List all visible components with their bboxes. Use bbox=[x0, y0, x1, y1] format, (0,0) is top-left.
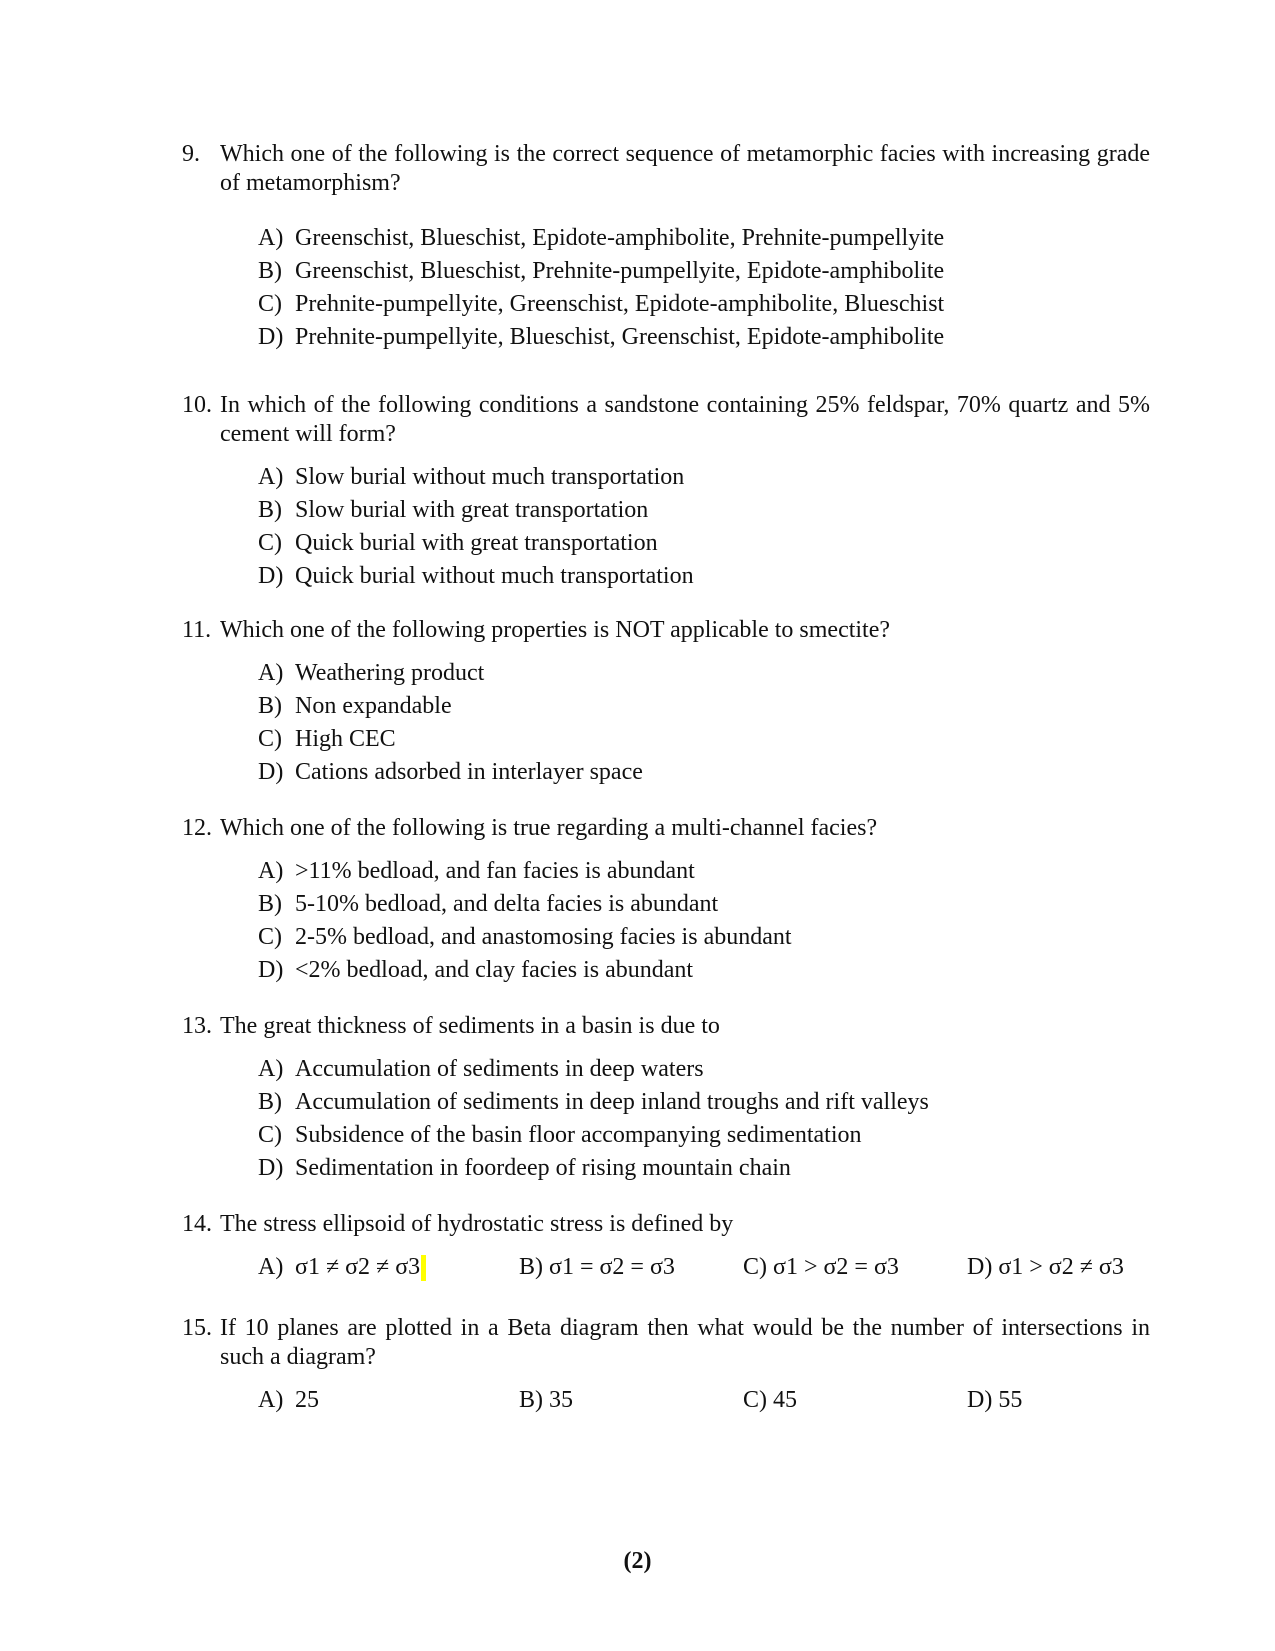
option-d: D) Quick burial without much transportation bbox=[258, 563, 694, 589]
question-text: Which one of the following is the correct sequence of metamorphic facies with increasing grade of metamorphism? bbox=[220, 141, 1150, 196]
question-number: 11. bbox=[182, 617, 212, 643]
option-d: D) Prehnite-pumpellyite, Blueschist, Greenschist, Epidote-amphibolite bbox=[258, 324, 945, 350]
question-10 bbox=[182, 391, 1150, 593]
question-number: 9. bbox=[182, 141, 200, 167]
question-11 bbox=[182, 616, 1150, 789]
option-a: A) Weathering product bbox=[258, 660, 485, 686]
question-14 bbox=[182, 1210, 1150, 1284]
options-row bbox=[182, 1384, 1150, 1417]
option-b: B) Slow burial with great transportation bbox=[258, 497, 649, 523]
options-list bbox=[182, 461, 1150, 593]
question-13 bbox=[182, 1012, 1150, 1185]
question-number: 15. bbox=[182, 1315, 212, 1341]
option-a: A) σ1 ≠ σ2 ≠ σ3 bbox=[258, 1251, 426, 1284]
option-a: A) Accumulation of sediments in deep waters bbox=[258, 1056, 704, 1082]
question-stem bbox=[182, 814, 1150, 843]
question-text: The great thickness of sediments in a basin is due to bbox=[220, 1013, 720, 1039]
option-c: C) Prehnite-pumpellyite, Greenschist, Epidote-amphibolite, Blueschist bbox=[258, 291, 945, 317]
question-number: 12. bbox=[182, 815, 212, 841]
option-b: B) 5-10% bedload, and delta facies is abundant bbox=[258, 891, 719, 917]
question-stem bbox=[182, 391, 1150, 449]
option-b: B) Greenschist, Blueschist, Prehnite-pumpellyite, Epidote-amphibolite bbox=[258, 258, 945, 284]
question-15 bbox=[182, 1314, 1150, 1417]
option-c: C) Subsidence of the basin floor accompanying sedimentation bbox=[258, 1122, 862, 1148]
question-number: 10. bbox=[182, 392, 212, 418]
options-list bbox=[182, 1053, 1150, 1185]
option-b: B) σ1 = σ2 = σ3 bbox=[519, 1254, 675, 1280]
question-stem bbox=[182, 1314, 1150, 1372]
question-text: If 10 planes are plotted in a Beta diagram then what would be the number of intersections in such a diagram? bbox=[220, 1315, 1150, 1370]
option-a: A) 25 bbox=[258, 1387, 319, 1413]
question-text: In which of the following conditions a sandstone containing 25% feldspar, 70% quartz and 5% cement will form? bbox=[220, 392, 1150, 447]
question-text: Which one of the following properties is NOT applicable to smectite? bbox=[220, 617, 891, 643]
option-d: D) Cations adsorbed in interlayer space bbox=[258, 759, 643, 785]
question-stem bbox=[182, 616, 1150, 645]
question-number: 13. bbox=[182, 1013, 212, 1039]
option-a: A) Slow burial without much transportation bbox=[258, 464, 685, 490]
option-b: B) 35 bbox=[519, 1387, 573, 1413]
option-d: D) 55 bbox=[967, 1387, 1023, 1413]
option-a: A) >11% bedload, and fan facies is abundant bbox=[258, 858, 695, 884]
page-number: (2) bbox=[623, 1548, 652, 1574]
option-c: C) High CEC bbox=[258, 726, 396, 752]
options-list bbox=[182, 657, 1150, 789]
option-c: C) Quick burial with great transportation bbox=[258, 530, 658, 556]
question-stem bbox=[182, 1012, 1150, 1041]
question-text: Which one of the following is true regarding a multi-channel facies? bbox=[220, 815, 878, 841]
option-c: C) σ1 > σ2 = σ3 bbox=[743, 1254, 899, 1280]
question-stem bbox=[182, 140, 1150, 198]
options-row bbox=[182, 1251, 1150, 1284]
option-b: B) Non expandable bbox=[258, 693, 452, 719]
option-d: D) σ1 > σ2 ≠ σ3 bbox=[967, 1254, 1124, 1280]
option-d: D) Sedimentation in foordeep of rising mountain chain bbox=[258, 1155, 791, 1181]
question-12 bbox=[182, 814, 1150, 987]
highlight-mark bbox=[421, 1255, 426, 1281]
option-b: B) Accumulation of sediments in deep inland troughs and rift valleys bbox=[258, 1089, 929, 1115]
options-list bbox=[182, 855, 1150, 987]
option-c: C) 45 bbox=[743, 1387, 797, 1413]
question-number: 14. bbox=[182, 1211, 212, 1237]
option-d: D) <2% bedload, and clay facies is abundant bbox=[258, 957, 694, 983]
option-c: C) 2-5% bedload, and anastomosing facies is abundant bbox=[258, 924, 792, 950]
options-list bbox=[182, 222, 1150, 354]
question-text: The stress ellipsoid of hydrostatic stress is defined by bbox=[220, 1211, 734, 1237]
question-stem bbox=[182, 1210, 1150, 1239]
option-a: A) Greenschist, Blueschist, Epidote-amphibolite, Prehnite-pumpellyite bbox=[258, 225, 945, 251]
question-9 bbox=[182, 140, 1150, 354]
